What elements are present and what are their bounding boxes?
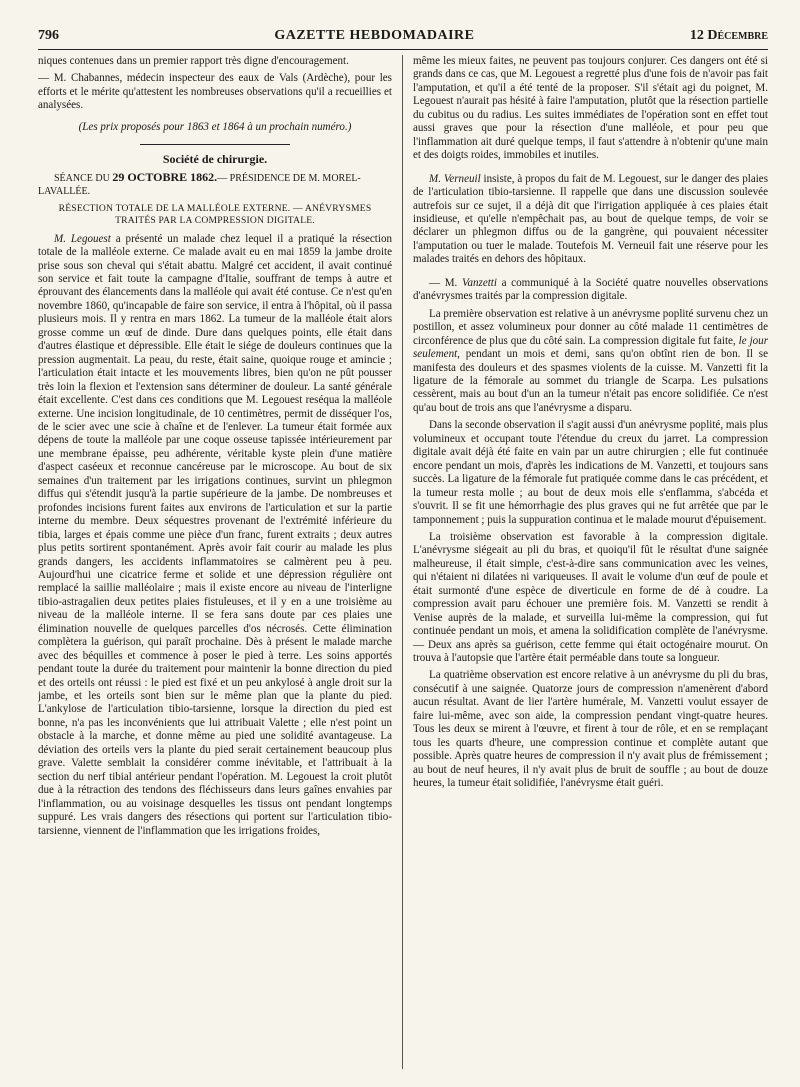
continuation-paragraph: même les mieux faites, ne peuvent pas toujours conjurer. Ces dangers ont été si grands dans ce cas, que M. Legouest a regretté plus d'une fois de n'avoir pas fait l'amputation, et qu'il a été tenté de la proposer. S'il s'était agi du poignet, M. Legouest n'aurait pas hésité à faire l'amputation, plutôt que la résection partielle du cubitus ou du radius. Les suites immédiates de l'opération sont en effet tout aussi graves que pour la résection d'une malléole, et pour peu que l'inflammation ait duré quelque temps, il faut s'attendre à n'obtenir qu'une main et des doigts roides, immobiles et inutiles. (413, 55, 768, 162)
prize-note: (Les prix proposés pour 1863 et 1864 à un prochain numéro.) (78, 120, 352, 133)
vanzetti-prefix: — M. (429, 276, 462, 289)
observation-3: La troisième observation est favorable à la compression digitale. L'anévrysme siégeait au pli du bras, et quoiqu'il fût le résultat d'une saignée malheureuse, il était simple, c'est-à-dire sans communication avec les veines, qui n'étaient ni dilatées ni variqueuses. Il avait le volume d'un œuf de poule et était surmonté d'une espèce de diverticule en forme de dé à coudre. La compression avait paru échouer une première fois. M. Vanzetti se rendit à Venise auprès de la malade, et surveilla lui-même la compression, qui fut continuée pendant un mois, et amena la solidification complète de l'anévrysme. — Deux ans après sa guérison, cette femme qui était octogénaire mourut. On trouva à l'autopsie que l'artère était perméable dans toute sa longueur. (413, 530, 768, 665)
right-column (403, 55, 768, 1069)
publication-title: GAZETTE HEBDOMADAIRE (274, 28, 475, 43)
text-columns (38, 55, 768, 1069)
vanzetti-paragraph (413, 277, 768, 304)
page-number: 796 (38, 28, 59, 43)
observation-1 (413, 308, 768, 416)
vanzetti-author: Vanzetti (461, 276, 497, 289)
observation-1-text-a: La première observation est relative à un anévrysme poplité survenu chez un postillon, et assez volumineux pour donner au côté malade 11 centimètres de circonférence de plus que du côté sain. La compression digitale fut faite, (413, 307, 768, 347)
observation-1-emphasis: le jour seulement (413, 334, 768, 361)
verneuil-paragraph (413, 173, 768, 267)
section-title: Société de chirurgie. (162, 152, 268, 167)
running-header (38, 28, 768, 50)
legouest-author: M. Legouest (54, 232, 111, 245)
verneuil-text: insiste, à propos du fait de M. Legouest, sur le danger des plaies de l'articulation tibio-tarsienne. Il rappelle que dans une discussion soulevée autrefois sur ce sujet, il a déjà dit que l'irrigation appliquée à ces plaies était insidieuse, et qu'elle n'empêchait pas, au bout de quelque temps, de voir se déclarer un phlegmon diffus ou de la gangrène, qui pouvaient nécessiter l'amputation ou tuer le malade. Toutefois M. Verneuil fait une réserve pour les malades traités en dehors des hôpitaux. (413, 172, 768, 266)
observation-1-text-b: , pendant un mois et demi, sans qu'on obtînt rien de bon. Il se manifesta des douleurs et des spasmes violents de la cuisse. M. Vanzetti fit la ligature de la fémorale au sommet du triangle de Scarpa. Les pulsations cessèrent, mais au bout d'un an la tumeur n'était pas encore solidifiée. Ce n'est qu'au bout de trois ans que l'anévrysme a disparu. (413, 348, 768, 414)
vanzetti-text: a communiqué à la Société quatre nouvelles observations d'anévrysmes traités par la compression digitale. (413, 276, 768, 303)
left-column (38, 55, 403, 1069)
session-line (38, 171, 392, 199)
issue-date: 12 Décembre (689, 28, 768, 43)
session-prefix: SÉANCE DU (54, 172, 110, 184)
verneuil-author: M. Verneuil (429, 172, 481, 185)
legouest-text: a présenté un malade chez lequel il a pratiqué la résection totale de la malléole externe. Ce malade avait eu en mai 1859 la jambe droite prise sous son cheval qui s'était abattu. Malgré cet accident, il avait continué son service et fait toute la campagne d'Italie, souffrant de temps à autre et éprouvant des élancements dans la malléole qui avait été contuse. Ce n'est qu'en novembre 1860, qu'incapable de faire son service, il entra à l'hôpital, où il passa plusieurs mois. Il y rentra en mars 1862. La tumeur de la malléole était alors grosse comme un œuf de dinde. Dure dans quelques points, elle était dans d'autres élastique et dépressible. Elle était le siége de douleurs continues que la pression augmentait. La peau, du reste, était saine, quoique rouge et amincie ; l'articulation était intacte et les mouvements libres, bien qu'on ne pût pousser très loin la flexion et l'extension sans déterminer de douleur. La santé générale était excellente. C'est dans ces conditions que M. Legouest reséqua la malléole externe. Une incision longitudinale, de 10 centimètres, permit de disséquer l'os, de le scier avec une scie à chaîne et de l'enlever. La tumeur était formée aux dépens de toute la malléole par une coque osseuse tapissée intérieurement par une membrane épaisse, peu adhérente, véritable kyste plein d'une matière d'aspect caséeux et reconnue cancéreuse par le microscope. Au bout de six semaines d'un traitement par les irrigations continues, survint un phlegmon diffus qui s'étendit jusqu'à la partie supérieure de la jambe. De nombreuses et profondes incisions furent faites aux environs de l'articulation et sur la partie interne du membre. Deux séquestres provenant de l'extrémité inférieure du tibia, larges et épais comme une pièce d'un franc, furent extraits ; deux autres plus petits sortirent spontanément. Après avoir fait courir au malade les plus grands dangers, les accidents inflammatoires se calmèrent peu à peu. Aujourd'hui une cicatrice ferme et solide et une dépression régulière ont remplacé la saillie malléolaire ; mais il existe encore au niveau de l'interligne tibio-astragalien deux petites plaies fistuleuses, et il y en a une troisième au niveau de la malléole interne. Il se fera sans doute par ces plaies une élimination nouvelle de quelques parcelles d'os nécrosés. Cette élimination complètera la guérison, qui paraît prochaine. Dès à présent le malade marche avec des béquilles et commence à poser le pied à terre. Les soins apportés pendant toute la durée du traitement pour maintenir la bonne direction du pied et des orteils ont réussi : le pied est fixé et un peu ankylosé à angle droit sur la jambe, et les orteils sont bien sur le même plan que la plante du pied. L'ankylose de l'articulation tibio-tarsienne, lorsque la direction du pied est bonne, n'a pas les inconvénients que lui attribuait Valette ; elle n'est point un obstacle à la marche, et donne même au pied une solidité avantageuse. La déviation des orteils vers la plante du pied serait certainement beaucoup plus grave. Valette semblait la considérer comme inévitable, et l'attribuait à la section du nerf tibial antérieur pendant l'opération. M. Legouest la croit plutôt due à la rétraction des tendons des fléchisseurs dans leurs gaînes envahies par l'inflammation, ou au voisinage desquelles les tissus ont pendant longtemps suppuré. Les vrais dangers des résections qui portent sur l'articulation tibio-tarsienne, viennent de l'inflammation que les irrigations froides, (38, 232, 392, 837)
legouest-paragraph (38, 233, 392, 838)
section-divider (140, 144, 290, 145)
observation-2: Dans la seconde observation il s'agit aussi d'un anévrysme poplité, mais plus volumineux et occupant toute l'étendue du creux du jarret. La compression digitale avait déjà été faite en vain par un autre chirurgien ; elle fut continuée encore pendant un mois, d'après les indications de M. Vanzetti, et toujours sans succès. La ligature de la fémorale fut pratiquée comme dans le cas précédent, et la tumeur resta molle ; au bout de deux mois elle s'enflamma, s'abcéda et s'ouvrit. Il se fit une hémorrhagie des plus graves qui ne fut arrêtée que par le tamponnement ; puis la suppuration continua et le malade mourut d'épuisement. (413, 419, 768, 526)
session-president: — PRÉSIDENCE DE M. MOREL-LAVALLÉE. (38, 172, 361, 198)
intro-paragraph: niques contenues dans un premier rapport très digne d'encouragement. (38, 55, 349, 67)
subject-line: RÉSECTION TOTALE DE LA MALLÉOLE EXTERNE. — ANÉVRYSMES TRAITÉS PAR LA COMPRESSION DIGITALE. (58, 202, 372, 226)
chabannes-paragraph: — M. Chabannes, médecin inspecteur des eaux de Vals (Ardèche), pour les efforts et le mérite qu'attestent les nombreuses observations qu'il a recueillies et analysées. (38, 72, 392, 112)
session-date: 29 OCTOBRE 1862. (112, 169, 218, 184)
observation-4: La quatrième observation est encore relative à un anévrysme du pli du bras, consécutif à une saignée. Quatorze jours de compression n'amenèrent d'abord aucun résultat. Avant de lier l'artère humérale, M. Vanzetti voulut essayer de faire lui-même, avec son aide, la compression pendant vingt-quatre heures. Tous les deux se mirent à l'œuvre, et firent à tour de rôle, et en se remplaçant tous les quarts d'heure, une compression continue et complète autant que possible. Après quatre heures de compression il n'y avait plus de frémissement ; au bout de neuf heures, il n'y avait plus de bruit de souffle ; au bout de douze heures, la tumeur était solidifiée, l'anévrysme était guéri. (413, 669, 768, 790)
